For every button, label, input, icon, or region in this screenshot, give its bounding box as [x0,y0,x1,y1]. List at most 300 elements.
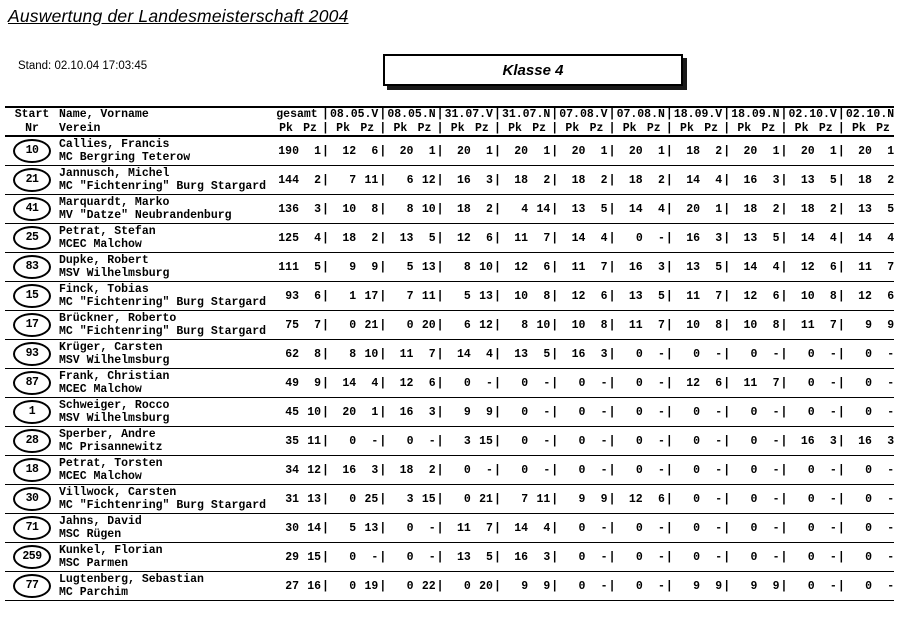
pz-header: Pz [528,121,550,136]
pipe-separator: | [837,369,846,398]
pipe-separator: | [665,195,674,224]
verein-header: Verein [59,121,273,136]
pk-value: 10 [502,282,528,311]
pk-value: 0 [674,514,700,543]
pz-value: - [700,340,722,369]
pk-value: 0 [674,456,700,485]
pipe-separator: | [665,136,674,166]
pipe-separator: | [780,311,789,340]
pipe-separator: | [665,224,674,253]
pk-value: 12 [559,282,585,311]
pk-value: 0 [445,485,471,514]
pk-value: 0 [789,543,815,572]
pz-value: 2 [643,166,665,195]
pz-value: 7 [471,514,493,543]
pk-value: 0 [846,369,872,398]
pz-value: 9 [299,369,321,398]
start-number-cell [5,224,59,253]
pk-value: 0 [789,572,815,601]
start-number-oval: 15 [13,284,51,308]
competitor-cell [59,311,273,340]
pk-value: 49 [273,369,299,398]
pz-value: - [471,369,493,398]
pipe-separator: | [378,514,387,543]
pipe-separator: | [378,340,387,369]
header-row-1 [5,107,894,121]
pipe-separator: | [436,543,445,572]
pk-value: 13 [502,340,528,369]
pipe-separator: | [665,369,674,398]
pz-value: 6 [757,282,779,311]
pipe-separator: | [665,166,674,195]
club-name: MSV Wilhelmsburg [59,412,170,425]
pz-value: - [700,514,722,543]
pipe-separator: | [722,427,731,456]
pk-value: 0 [674,427,700,456]
pk-value: 0 [330,485,356,514]
pz-value: 3 [585,340,607,369]
start-number-oval: 93 [13,342,51,366]
pz-value: 1 [643,136,665,166]
pipe-separator: | [665,253,674,282]
pipe-separator: | [608,456,617,485]
rider-name: Frank, Christian [59,370,170,383]
pk-value: 14 [789,224,815,253]
pk-value: 6 [387,166,413,195]
rider-name: Villwock, Carsten [59,486,177,499]
pipe-separator: | [665,398,674,427]
pz-header: Pz [815,121,837,136]
pk-value: 18 [846,166,872,195]
pz-value: - [815,514,837,543]
pipe-separator: | [493,572,502,601]
pipe-separator: | [665,427,674,456]
pk-header: Pk [617,121,643,136]
pk-value: 9 [445,398,471,427]
pz-value: 15 [299,543,321,572]
pipe-separator: | [551,122,559,135]
pz-value: 10 [471,253,493,282]
pipe-separator: | [321,136,330,166]
start-number-oval: 87 [13,371,51,395]
pk-value: 0 [731,543,757,572]
pk-value: 136 [273,195,299,224]
pz-value: 20 [471,572,493,601]
pipe-separator: | [550,514,559,543]
pz-value: 5 [471,543,493,572]
start-number-oval: 28 [13,429,51,453]
pz-value: 9 [872,311,894,340]
pk-value: 16 [674,224,700,253]
pk-value: 7 [330,166,356,195]
pk-value: 13 [731,224,757,253]
pk-value: 12 [789,253,815,282]
rider-name: Krüger, Carsten [59,341,163,354]
pz-value: - [356,427,378,456]
pipe-separator: | [837,282,846,311]
pz-value: 6 [872,282,894,311]
pz-value: 2 [757,195,779,224]
pz-value: - [872,543,894,572]
start-number-oval: 21 [13,168,51,192]
pk-value: 20 [617,136,643,166]
pz-value: - [413,427,435,456]
pipe-separator: | [550,398,559,427]
pz-value: 7 [757,369,779,398]
pz-value: 10 [413,195,435,224]
pk-header: Pk [731,121,757,136]
pz-value: 1 [356,398,378,427]
pk-value: 8 [330,340,356,369]
pk-value: 8 [502,311,528,340]
pipe-separator: | [378,369,387,398]
pipe-separator: | [493,340,502,369]
pz-value: 1 [757,136,779,166]
pz-value: - [700,427,722,456]
pipe-separator: | [378,136,387,166]
pk-value: 0 [731,427,757,456]
pz-value: 7 [643,311,665,340]
pk-value: 0 [674,398,700,427]
start-number-oval: 77 [13,574,51,598]
pk-value: 16 [445,166,471,195]
pz-value: - [643,514,665,543]
table-row [5,311,894,340]
pk-value: 18 [789,195,815,224]
pk-value: 1 [330,282,356,311]
pz-value: 6 [299,282,321,311]
pz-value: - [413,514,435,543]
competitor-cell [59,195,273,224]
pipe-separator: | [722,485,731,514]
pipe-separator: | [837,514,846,543]
pk-value: 10 [674,311,700,340]
pipe-separator: | [608,398,617,427]
rider-name: Kunkel, Florian [59,544,163,557]
pz-value: 5 [872,195,894,224]
pipe-separator: | [321,369,330,398]
pipe-separator: | [722,572,731,601]
pipe-separator: | [378,456,387,485]
pk-value: 0 [445,369,471,398]
pz-value: - [643,369,665,398]
pk-value: 12 [731,282,757,311]
pz-value: 21 [471,485,493,514]
pz-value: - [643,224,665,253]
pz-value: 25 [356,485,378,514]
pk-value: 0 [502,427,528,456]
pz-value: 2 [528,166,550,195]
competitor-cell [59,572,273,601]
pz-value: - [757,485,779,514]
club-name: MSC Parmen [59,557,129,570]
pk-header: Pk [789,121,815,136]
pipe-separator: | [436,122,444,135]
table-row [5,485,894,514]
pz-value: 5 [413,224,435,253]
pz-value: - [872,340,894,369]
pk-value: 0 [330,311,356,340]
pipe-separator: | [608,514,617,543]
pk-value: 0 [789,485,815,514]
competitor-cell [59,369,273,398]
pz-value: 9 [757,572,779,601]
pz-value: 3 [757,166,779,195]
page-title: Auswertung der Landesmeisterschaft 2004 [8,6,349,26]
pipe-separator: | [608,485,617,514]
pipe-separator: | [550,427,559,456]
rider-name: Finck, Tobias [59,283,149,296]
pipe-separator: | [722,456,731,485]
pipe-separator: | [665,122,673,135]
pk-value: 0 [502,369,528,398]
competitor-cell [59,456,273,485]
pk-value: 111 [273,253,299,282]
pk-value: 0 [387,311,413,340]
pz-value: - [471,456,493,485]
pipe-separator: | [436,311,445,340]
pipe-separator: | [837,543,846,572]
pipe-separator: | [608,572,617,601]
pk-value: 0 [617,224,643,253]
competitor-cell [59,543,273,572]
start-number-cell [5,282,59,311]
start-number-cell [5,136,59,166]
pipe-separator: | [780,485,789,514]
start-number-cell [5,514,59,543]
pz-header: Pz [471,121,493,136]
pipe-separator: | [608,311,617,340]
pipe-separator: | [722,166,731,195]
pz-value: - [757,398,779,427]
pipe-separator: | [550,456,559,485]
pipe-separator: | [436,340,445,369]
pz-value: - [643,340,665,369]
pipe-separator: | [780,108,788,121]
pk-value: 11 [617,311,643,340]
pipe-separator: | [780,369,789,398]
start-number-cell [5,195,59,224]
event-date-header: 18.09.V [673,108,723,121]
pipe-separator: | [378,195,387,224]
pz-value: 4 [700,166,722,195]
start-number-oval: 17 [13,313,51,337]
pz-value: - [757,456,779,485]
klasse-label: Klasse 4 [502,61,564,79]
start-number-oval: 30 [13,487,51,511]
club-name: MCEC Malchow [59,238,142,251]
pipe-separator: | [493,224,502,253]
pk-value: 5 [330,514,356,543]
table-row [5,398,894,427]
pz-value: - [815,456,837,485]
pz-value: - [528,369,550,398]
pipe-separator: | [550,195,559,224]
pipe-separator: | [608,166,617,195]
club-name: MC "Fichtenring" Burg Stargard [59,325,267,338]
pipe-separator: | [723,122,731,135]
pz-value: 12 [299,456,321,485]
pipe-separator: | [551,108,559,121]
pipe-separator: | [436,195,445,224]
pk-value: 0 [846,456,872,485]
pz-value: - [757,543,779,572]
klasse-banner [383,54,683,86]
pipe-separator: | [722,253,731,282]
pipe-separator: | [493,122,501,135]
pk-value: 0 [674,543,700,572]
pz-value: 12 [413,166,435,195]
table-row [5,282,894,311]
start-number-oval: 25 [13,226,51,250]
pk-value: 20 [387,136,413,166]
pk-value: 12 [846,282,872,311]
pz-value: 6 [643,485,665,514]
pk-value: 10 [731,311,757,340]
pk-value: 14 [617,195,643,224]
pz-value: 4 [471,340,493,369]
pz-value: 9 [356,253,378,282]
pz-value: 1 [700,195,722,224]
pipe-separator: | [436,514,445,543]
event-date-header: 08.05.V [330,108,379,121]
pk-value: 45 [273,398,299,427]
pk-value: 13 [674,253,700,282]
pipe-separator: | [780,136,789,166]
pk-value: 14 [445,340,471,369]
competitor-cell [59,136,273,166]
pk-value: 27 [273,572,299,601]
pk-value: 0 [387,514,413,543]
pipe-separator: | [321,543,330,572]
pk-value: 3 [387,485,413,514]
competitor-cell [59,427,273,456]
pipe-separator: | [608,224,617,253]
pk-value: 16 [617,253,643,282]
pipe-separator: | [436,456,445,485]
pz-value: - [643,543,665,572]
pipe-separator: | [493,427,502,456]
pz-value: - [757,514,779,543]
pipe-separator: | [493,398,502,427]
pz-value: - [815,369,837,398]
pk-value: 0 [731,340,757,369]
pk-value: 18 [674,136,700,166]
pk-value: 14 [330,369,356,398]
competitor-cell [59,398,273,427]
pipe-separator: | [436,253,445,282]
rider-name: Jahns, David [59,515,142,528]
pipe-separator: | [722,195,731,224]
pz-value: 8 [356,195,378,224]
pz-value: 10 [299,398,321,427]
rider-name: Marquardt, Marko [59,196,170,209]
pz-value: 1 [872,136,894,166]
pipe-separator: | [665,108,673,121]
pipe-separator: | [550,311,559,340]
pz-value: 3 [413,398,435,427]
rider-name: Jannusch, Michel [59,167,170,180]
pk-header: Pk [273,121,299,136]
pk-value: 10 [789,282,815,311]
start-number-oval: 10 [13,139,51,163]
pz-value: - [585,456,607,485]
table-row [5,340,894,369]
pk-value: 5 [445,282,471,311]
club-name: MC Bergring Teterow [59,151,191,164]
pipe-separator: | [608,195,617,224]
pz-value: 9 [471,398,493,427]
pipe-separator: | [493,485,502,514]
pz-value: 6 [356,136,378,166]
pz-value: 22 [413,572,435,601]
pz-value: 2 [585,166,607,195]
event-date-header: 31.07.V [444,108,493,121]
pk-value: 9 [846,311,872,340]
pz-value: 6 [528,253,550,282]
pz-value: - [356,543,378,572]
pipe-separator: | [780,166,789,195]
pk-value: 0 [789,340,815,369]
results-body [5,136,894,601]
pipe-separator: | [722,398,731,427]
pk-value: 0 [789,369,815,398]
pipe-separator: | [837,340,846,369]
pz-value: - [528,398,550,427]
pz-header: Pz [700,121,722,136]
pz-value: 6 [585,282,607,311]
pk-value: 0 [559,572,585,601]
pz-value: 1 [299,136,321,166]
club-name: MC "Fichtenring" Burg Stargard [59,180,267,193]
start-number-cell [5,456,59,485]
pk-header: Pk [330,121,356,136]
pipe-separator: | [665,340,674,369]
table-row [5,369,894,398]
pk-value: 0 [330,427,356,456]
pk-value: 0 [502,456,528,485]
pk-value: 0 [502,398,528,427]
start-number-oval: 1 [13,400,51,424]
pk-value: 14 [559,224,585,253]
pk-value: 10 [559,311,585,340]
pk-value: 0 [559,398,585,427]
pz-header: Pz [585,121,607,136]
pipe-separator: | [837,456,846,485]
pk-header: Pk [445,121,471,136]
pz-value: - [872,485,894,514]
pipe-separator: | [837,136,846,166]
pz-value: - [700,543,722,572]
pz-value: 16 [299,572,321,601]
pipe-separator: | [493,369,502,398]
pk-value: 3 [445,427,471,456]
pz-value: - [528,427,550,456]
start-number-cell [5,369,59,398]
pipe-separator: | [550,253,559,282]
pz-value: - [585,398,607,427]
pz-value: 4 [528,514,550,543]
club-name: MSV Wilhelmsburg [59,267,170,280]
pz-value: - [643,456,665,485]
table-row [5,224,894,253]
pk-value: 0 [731,456,757,485]
event-date-header: 18.09.N [731,108,780,121]
start-number-cell [5,253,59,282]
pz-value: 8 [815,282,837,311]
pipe-separator: | [493,166,502,195]
pk-value: 16 [502,543,528,572]
